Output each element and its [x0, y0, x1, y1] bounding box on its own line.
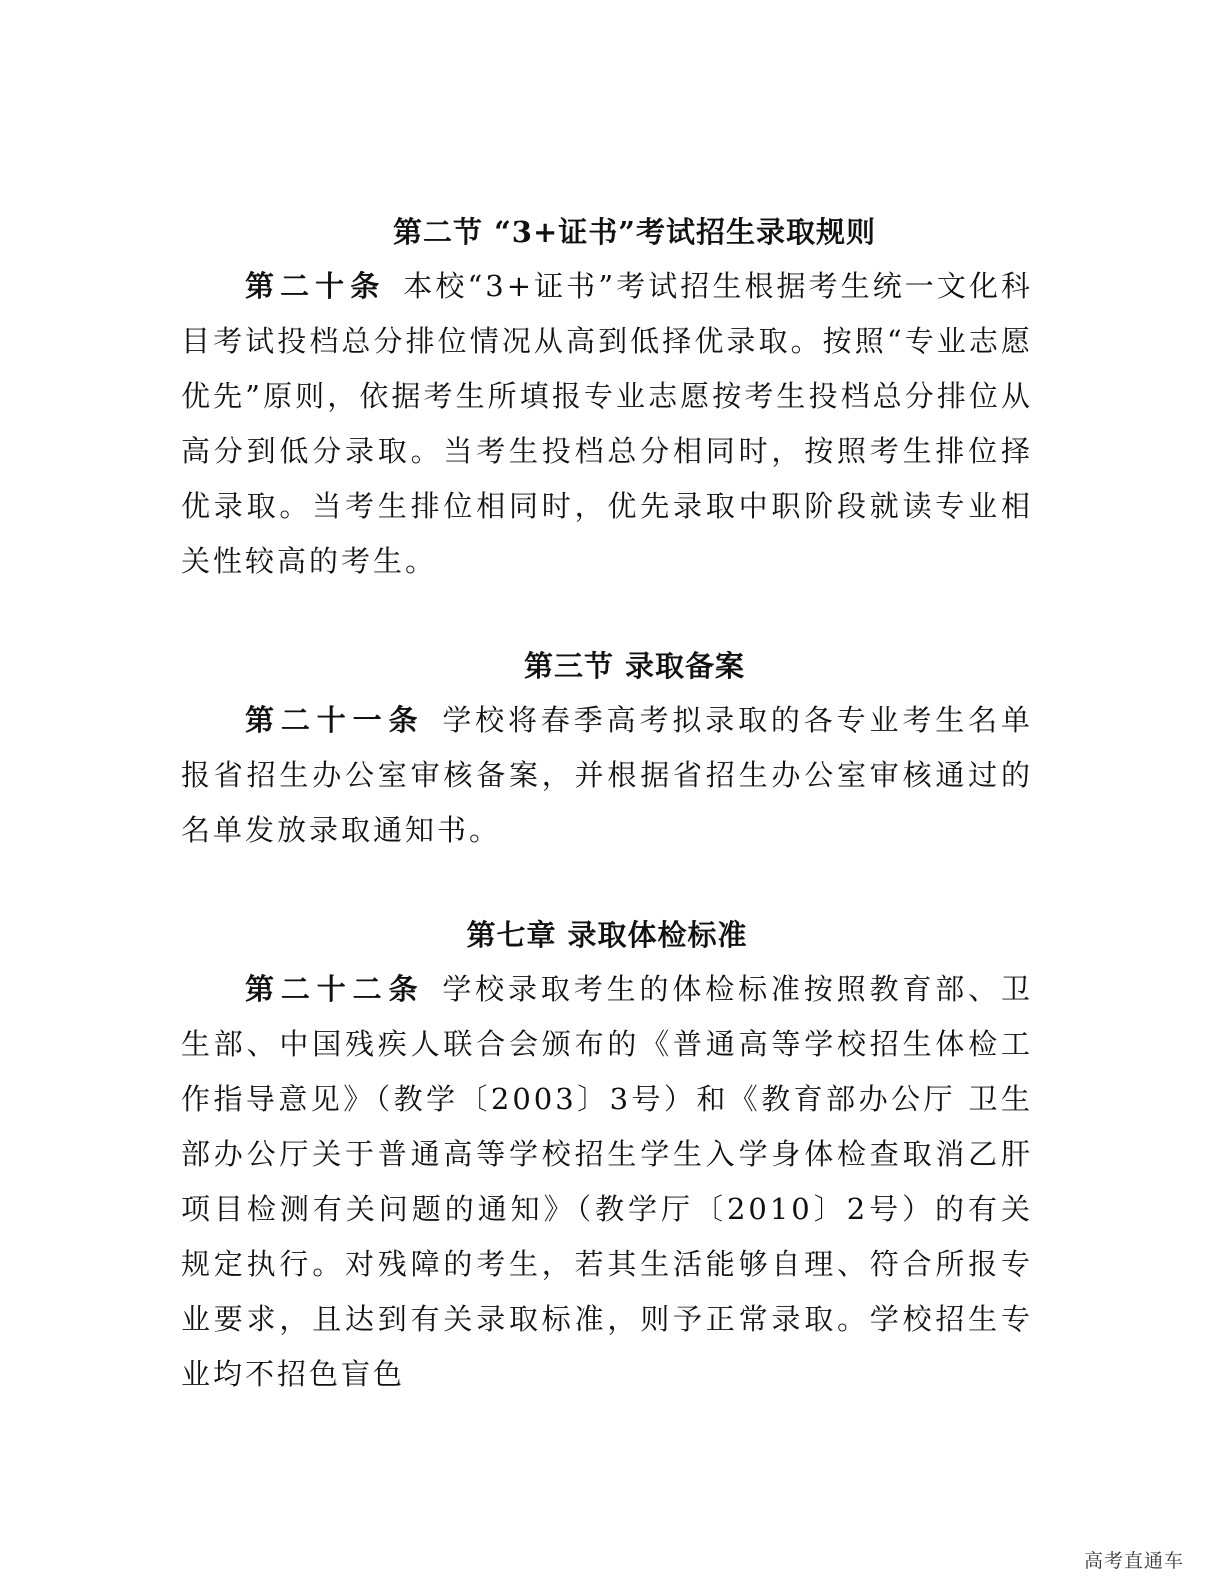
section-heading: 第三节 录取备案	[523, 649, 746, 683]
watermark-text: 高考直通车	[1083, 1550, 1184, 1572]
article-text: 本校“3+证书”考试招生根据考生统一文化科目考试投档总分排位情况从高到低择优录取。按照“专业志愿优先”原则，依据考生所填报专业志愿按考生投档总分排位从高分到低分录取。当考生投档总分相同时，按照考生排位择优录取。当考生排位相同时，优先录取中职阶段就读专业相关性较高的考生。	[181, 269, 1033, 578]
section-heading: 第二节 “3+证书”考试招生录取规则	[393, 215, 876, 249]
chapter-heading: 第七章 录取体检标准	[466, 918, 748, 952]
article-paragraph	[181, 259, 1033, 589]
article-paragraph	[181, 693, 1033, 858]
article-label: 第二十条	[245, 269, 386, 303]
article-label: 第二十二条	[245, 972, 425, 1006]
document-body	[181, 205, 1033, 1402]
article-label: 第二十一条	[245, 703, 425, 737]
article-paragraph	[181, 962, 1033, 1402]
article-text: 学校将春季高考拟录取的各专业考生名单报省招生办公室审核备案，并根据省招生办公室审核通过的名单发放录取通知书。	[181, 703, 1033, 847]
article-text: 学校录取考生的体检标准按照教育部、卫生部、中国残疾人联合会颁布的《普通高等学校招生体检工作指导意见》（教学〔2003〕3号）和《教育部办公厅 卫生部办公厅关于普通高等学校招生学生入学身体检查取消乙肝项目检测有关问题的通知》（教学厅〔2010〕2号）的有关规定执行。对残障的考生，若其生活能够自理、符合所报专业要求，且达到有关录取标准，则予正常录取。学校招生专业均不招色盲色	[181, 972, 1033, 1391]
